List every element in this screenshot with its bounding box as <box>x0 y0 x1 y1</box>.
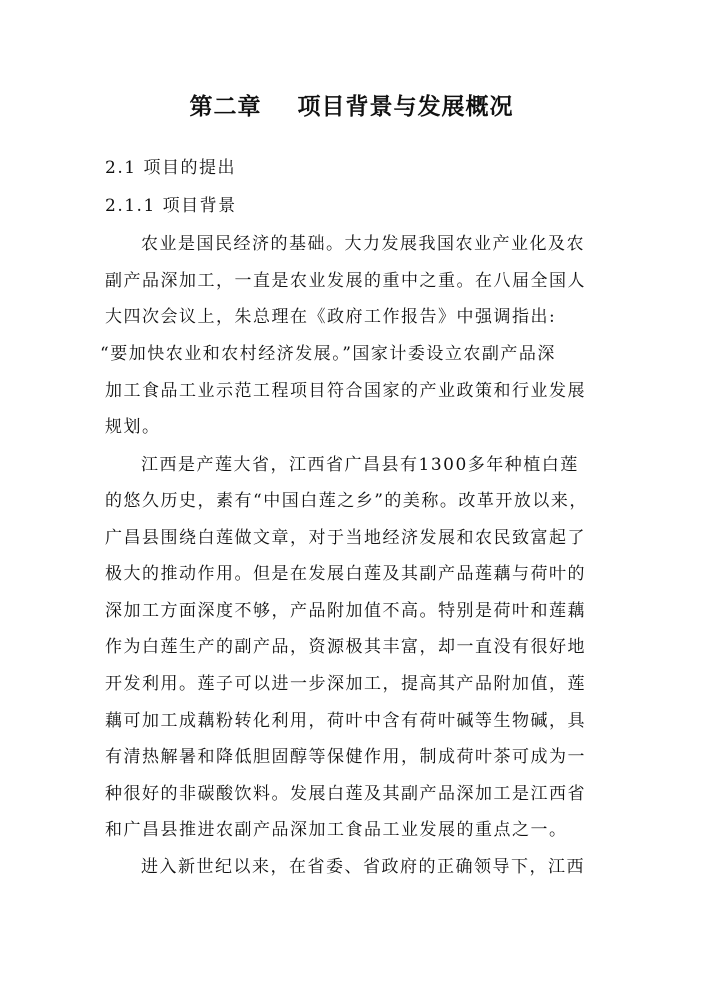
paragraph-line: “要加快农业和农村经济发展。”国家计委设立农副产品深 <box>100 344 556 364</box>
paragraph-line: 和广昌县推进农副产品深加工食品工业发展的重点之一。 <box>105 820 568 840</box>
paragraph-line: 大四次会议上，朱总理在《政府工作报告》中强调指出: <box>105 307 557 327</box>
paragraph-line: 作为白莲生产的副产品，资源极其丰富，却一直没有很好地 <box>105 637 586 657</box>
paragraph-line: 进入新世纪以来，在省委、省政府的正确领导下，江西 <box>141 857 585 877</box>
paragraph-line: 种很好的非碳酸饮料。发展白莲及其副产品深加工是江西省 <box>105 784 586 804</box>
paragraph-line: 副产品深加工，一直是农业发展的重中之重。在八届全国人 <box>105 271 586 291</box>
paragraph-line: 广昌县围绕白莲做文章，对于当地经济发展和农民致富起了 <box>105 528 586 548</box>
section-heading: 2.1 项目的提出 <box>105 158 236 178</box>
paragraph-line: 江西是产莲大省，江西省广昌县有1300多年种植白莲 <box>141 455 579 475</box>
paragraph-line: 极大的推动作用。但是在发展白莲及其副产品莲藕与荷叶的 <box>105 564 586 584</box>
paragraph-line: 的悠久历史，素有“中国白莲之乡”的美称。改革开放以来， <box>105 491 588 511</box>
paragraph-line: 有清热解暑和降低胆固醇等保健作用，制成荷叶茶可成为一 <box>105 747 586 767</box>
paragraph-line: 规划。 <box>105 417 161 437</box>
paragraph-line: 农业是国民经济的基础。大力发展我国农业产业化及农 <box>141 234 585 254</box>
paragraph-line: 加工食品工业示范工程项目符合国家的产业政策和行业发展 <box>105 381 586 401</box>
paragraph-line: 开发利用。莲子可以进一步深加工，提高其产品附加值，莲 <box>105 674 586 694</box>
paragraph-line: 深加工方面深度不够，产品附加值不高。特别是荷叶和莲藕 <box>105 601 586 621</box>
chapter-title: 第二章 项目背景与发展概况 <box>189 94 514 120</box>
paragraph-line: 藕可加工成藕粉转化利用，荷叶中含有荷叶碱等生物碱，具 <box>105 711 586 731</box>
subsection-heading: 2.1.1 项目背景 <box>105 196 237 216</box>
